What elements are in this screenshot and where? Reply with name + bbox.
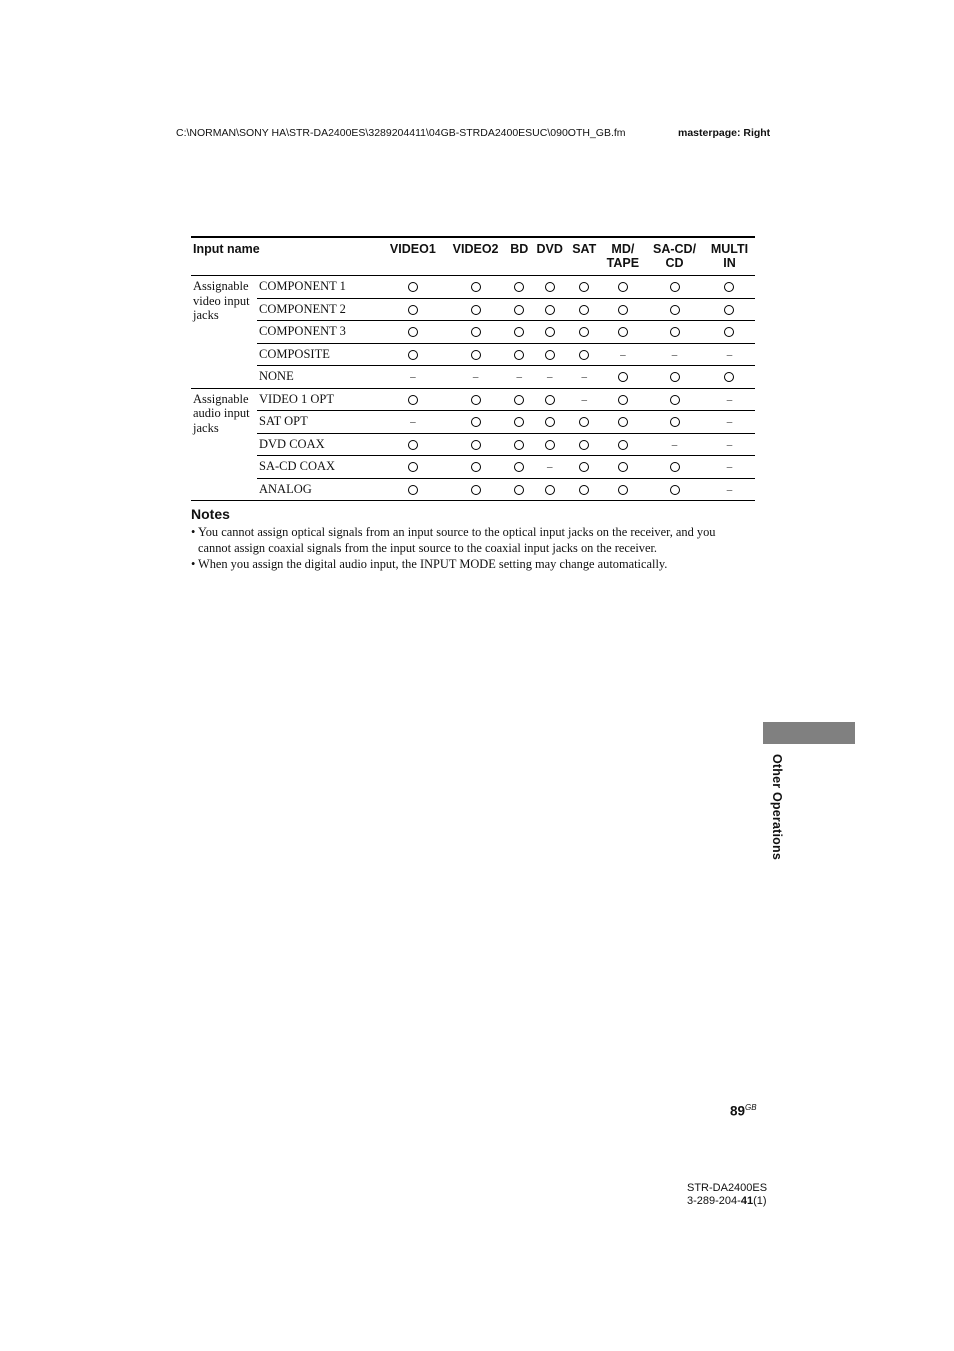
column-header-line1: BD (510, 242, 529, 256)
supported-circle-icon (471, 327, 481, 337)
table-cell (645, 456, 704, 479)
table-cell (532, 366, 568, 389)
supported-circle-icon (618, 282, 628, 292)
supported-circle-icon (514, 485, 524, 495)
group-label-line: jacks (193, 420, 219, 435)
column-header-line1: VIDEO2 (452, 242, 499, 256)
table-cell (507, 433, 532, 456)
table-cell (444, 321, 507, 344)
row-label: COMPOSITE (257, 343, 381, 366)
table-cell (601, 388, 645, 411)
column-header-line2: CD (665, 256, 684, 270)
supported-circle-icon (579, 417, 589, 427)
not-supported-dash: – (671, 348, 678, 361)
group-label-line: jacks (193, 308, 219, 322)
model-code (687, 1195, 767, 1208)
supported-circle-icon (514, 305, 524, 315)
table-cell (601, 478, 645, 501)
column-header-line2: TAPE (606, 256, 640, 270)
not-supported-dash: – (620, 348, 626, 361)
not-supported-dash: – (726, 461, 733, 474)
supported-circle-icon (579, 485, 589, 495)
table-cell (645, 388, 704, 411)
column-header-line1: MULTI (710, 242, 749, 256)
row-label: COMPONENT 1 (257, 276, 381, 299)
note-text: You cannot assign optical signals from an input source to the optical input jacks on the receiver, and you cannot assign coaxial signals from the input source to the coaxial input jacks on the receiver. (198, 525, 716, 555)
table-cell (444, 276, 507, 299)
table-cell (444, 478, 507, 501)
supported-circle-icon (514, 350, 524, 360)
table-cell (568, 366, 601, 389)
supported-circle-icon (408, 462, 418, 472)
column-header (568, 237, 601, 276)
table-cell (532, 433, 568, 456)
model-name: STR-DA2400ES (687, 1182, 768, 1194)
not-supported-dash: – (726, 393, 733, 406)
supported-circle-icon (514, 395, 524, 405)
table-cell (568, 388, 601, 411)
supported-circle-icon (471, 305, 481, 315)
row-label: SAT OPT (257, 411, 381, 434)
column-header (381, 237, 444, 276)
table-cell (568, 411, 601, 434)
table-cell (532, 388, 568, 411)
table-cell (568, 321, 601, 344)
table-cell (704, 298, 755, 321)
column-header-line1: VIDEO1 (389, 242, 436, 256)
table-cell (532, 478, 568, 501)
supported-circle-icon (471, 440, 481, 450)
table-cell (507, 411, 532, 434)
table-row (191, 388, 755, 411)
row-label: DVD COAX (257, 433, 381, 456)
table-cell (601, 276, 645, 299)
supported-circle-icon (545, 440, 555, 450)
supported-circle-icon (618, 485, 628, 495)
table-cell (507, 276, 532, 299)
table-cell (381, 366, 444, 389)
group-label (191, 276, 257, 389)
supported-circle-icon (471, 350, 481, 360)
table-cell (601, 411, 645, 434)
supported-circle-icon (545, 327, 555, 337)
supported-circle-icon (618, 395, 628, 405)
column-header-line2: IN (723, 256, 736, 270)
table-cell (645, 343, 704, 366)
table-cell (507, 343, 532, 366)
supported-circle-icon (579, 462, 589, 472)
column-header (601, 237, 645, 276)
supported-circle-icon (670, 372, 680, 382)
table-cell (568, 433, 601, 456)
row-label: ANALOG (257, 478, 381, 501)
table-cell (381, 343, 444, 366)
masterpage-label: masterpage: Right (678, 127, 771, 139)
table-cell (645, 276, 704, 299)
table-row (191, 343, 755, 366)
not-supported-dash: – (581, 371, 587, 384)
supported-circle-icon (724, 372, 734, 382)
table-cell (381, 298, 444, 321)
table-cell (704, 411, 755, 434)
supported-circle-icon (579, 350, 589, 360)
not-supported-dash: – (726, 483, 733, 496)
table-cell (444, 298, 507, 321)
table-cell (381, 388, 444, 411)
not-supported-dash: – (516, 371, 523, 384)
supported-circle-icon (579, 327, 589, 337)
table-cell (704, 388, 755, 411)
supported-circle-icon (514, 440, 524, 450)
table-cell (568, 298, 601, 321)
supported-circle-icon (514, 282, 524, 292)
table-cell (507, 321, 532, 344)
supported-circle-icon (471, 462, 481, 472)
supported-circle-icon (471, 395, 481, 405)
supported-circle-icon (579, 282, 589, 292)
model-info (687, 1182, 767, 1208)
not-supported-dash: – (726, 348, 733, 361)
table-cell (645, 433, 704, 456)
table-cell (532, 298, 568, 321)
supported-circle-icon (670, 462, 680, 472)
supported-circle-icon (670, 395, 680, 405)
supported-circle-icon (545, 395, 555, 405)
note-item: • When you assign the digital audio input, the INPUT MODE setting may change automatically. (191, 557, 668, 571)
table-body (191, 276, 755, 501)
model-code-suffix: (1) (753, 1195, 767, 1207)
supported-circle-icon (724, 305, 734, 315)
supported-circle-icon (670, 327, 680, 337)
table-row (191, 366, 755, 389)
supported-circle-icon (408, 282, 418, 292)
group-label-line: Assignable (193, 279, 249, 293)
section-tab-marker (763, 722, 855, 744)
table-cell (532, 321, 568, 344)
column-header-line1: SA-CD/ (652, 242, 697, 256)
supported-circle-icon (670, 282, 680, 292)
table-cell (645, 366, 704, 389)
supported-circle-icon (545, 305, 555, 315)
model-code-bold: 41 (740, 1195, 754, 1207)
group-label-line: Assignable (193, 391, 249, 406)
table-cell (444, 433, 507, 456)
not-supported-dash: – (581, 393, 587, 406)
supported-circle-icon (579, 305, 589, 315)
supported-circle-icon (618, 417, 628, 427)
supported-circle-icon (408, 485, 418, 495)
table-cell (601, 298, 645, 321)
table-cell (444, 343, 507, 366)
table-cell (645, 478, 704, 501)
table-cell (601, 321, 645, 344)
supported-circle-icon (514, 417, 524, 427)
supported-circle-icon (408, 350, 418, 360)
table-cell (532, 343, 568, 366)
table-cell (381, 321, 444, 344)
not-supported-dash: – (546, 461, 553, 474)
table-cell (532, 411, 568, 434)
input-assignment-table (191, 236, 755, 501)
not-supported-dash: – (410, 416, 416, 429)
table-cell (568, 343, 601, 366)
supported-circle-icon (408, 395, 418, 405)
table-cell (704, 343, 755, 366)
table-cell (568, 276, 601, 299)
table-row (191, 433, 755, 456)
column-header (532, 237, 568, 276)
table-cell (645, 411, 704, 434)
not-supported-dash: – (546, 371, 553, 384)
table-cell (645, 321, 704, 344)
column-header-line1: MD/ (611, 242, 635, 256)
supported-circle-icon (545, 417, 555, 427)
table-cell (444, 411, 507, 434)
table-cell (704, 478, 755, 501)
row-label: COMPONENT 3 (257, 321, 381, 344)
table-row (191, 276, 755, 299)
table-cell (444, 456, 507, 479)
supported-circle-icon (545, 485, 555, 495)
supported-circle-icon (724, 327, 734, 337)
column-header (507, 237, 532, 276)
supported-circle-icon (724, 282, 734, 292)
table-cell (568, 478, 601, 501)
supported-circle-icon (514, 462, 524, 472)
table-cell (507, 456, 532, 479)
not-supported-dash: – (726, 438, 733, 451)
not-supported-dash: – (671, 438, 678, 451)
column-header (444, 237, 507, 276)
table-cell (704, 456, 755, 479)
column-header-line1: DVD (536, 242, 563, 256)
row-label: NONE (257, 366, 381, 389)
table-cell (444, 388, 507, 411)
supported-circle-icon (618, 372, 628, 382)
row-label: VIDEO 1 OPT (257, 388, 381, 411)
table-cell (704, 321, 755, 344)
model-code-prefix: 3-289-204- (687, 1195, 741, 1207)
supported-circle-icon (670, 417, 680, 427)
supported-circle-icon (408, 305, 418, 315)
page-number-value: 89 (730, 1103, 746, 1119)
table-row (191, 456, 755, 479)
table-row (191, 321, 755, 344)
supported-circle-icon (408, 440, 418, 450)
supported-circle-icon (471, 282, 481, 292)
supported-circle-icon (408, 327, 418, 337)
supported-circle-icon (618, 327, 628, 337)
row-label: COMPONENT 2 (257, 298, 381, 321)
table-cell (601, 456, 645, 479)
table-cell (507, 388, 532, 411)
table-row (191, 298, 755, 321)
table-cell (601, 343, 645, 366)
supported-circle-icon (618, 440, 628, 450)
table-cell (568, 456, 601, 479)
table-cell (507, 298, 532, 321)
input-name-header: Input name (193, 242, 260, 256)
group-label (191, 388, 257, 501)
table-cell (645, 298, 704, 321)
page-number (730, 1103, 757, 1119)
not-supported-dash: – (472, 371, 479, 384)
table-header-row (191, 237, 755, 276)
column-header (645, 237, 704, 276)
row-label: SA-CD COAX (257, 456, 381, 479)
group-label-line: audio input (193, 406, 250, 420)
column-header (704, 237, 755, 276)
table-row (191, 411, 755, 434)
table-cell (381, 456, 444, 479)
supported-circle-icon (618, 305, 628, 315)
notes-list (191, 524, 751, 572)
supported-circle-icon (471, 485, 481, 495)
table-row (191, 478, 755, 501)
notes-title: Notes (191, 506, 230, 522)
supported-circle-icon (618, 462, 628, 472)
table-cell (704, 276, 755, 299)
column-header-line1: SAT (572, 242, 597, 256)
table-cell (381, 276, 444, 299)
supported-circle-icon (514, 327, 524, 337)
note-item: • You cannot assign optical signals from an input source to the optical input jacks on the receiver, and you cannot assign coaxial signals from the input source to the coaxial input jacks on the receiver. (191, 525, 716, 555)
table-cell (704, 366, 755, 389)
table-cell (381, 478, 444, 501)
not-supported-dash: – (726, 416, 733, 429)
table-cell (532, 276, 568, 299)
table-cell (601, 433, 645, 456)
table-cell (704, 433, 755, 456)
file-path-header: C:\NORMAN\SONY HA\STR-DA2400ES\3289204411\04GB-STRDA2400ESUC\090OTH_GB.fm (176, 127, 626, 139)
supported-circle-icon (545, 282, 555, 292)
page-number-suffix: GB (745, 1103, 757, 1112)
supported-circle-icon (670, 485, 680, 495)
supported-circle-icon (579, 440, 589, 450)
table-cell (507, 366, 532, 389)
group-label-line: video input (193, 293, 250, 308)
supported-circle-icon (471, 417, 481, 427)
supported-circle-icon (545, 350, 555, 360)
table-cell (444, 366, 507, 389)
table-cell (601, 366, 645, 389)
section-label: Other Operations (770, 754, 784, 860)
table-cell (381, 433, 444, 456)
table-cell (507, 478, 532, 501)
supported-circle-icon (670, 305, 680, 315)
table-cell (381, 411, 444, 434)
not-supported-dash: – (410, 371, 416, 384)
table-cell (532, 456, 568, 479)
note-text: When you assign the digital audio input, the INPUT MODE setting may change automatically. (198, 557, 668, 571)
